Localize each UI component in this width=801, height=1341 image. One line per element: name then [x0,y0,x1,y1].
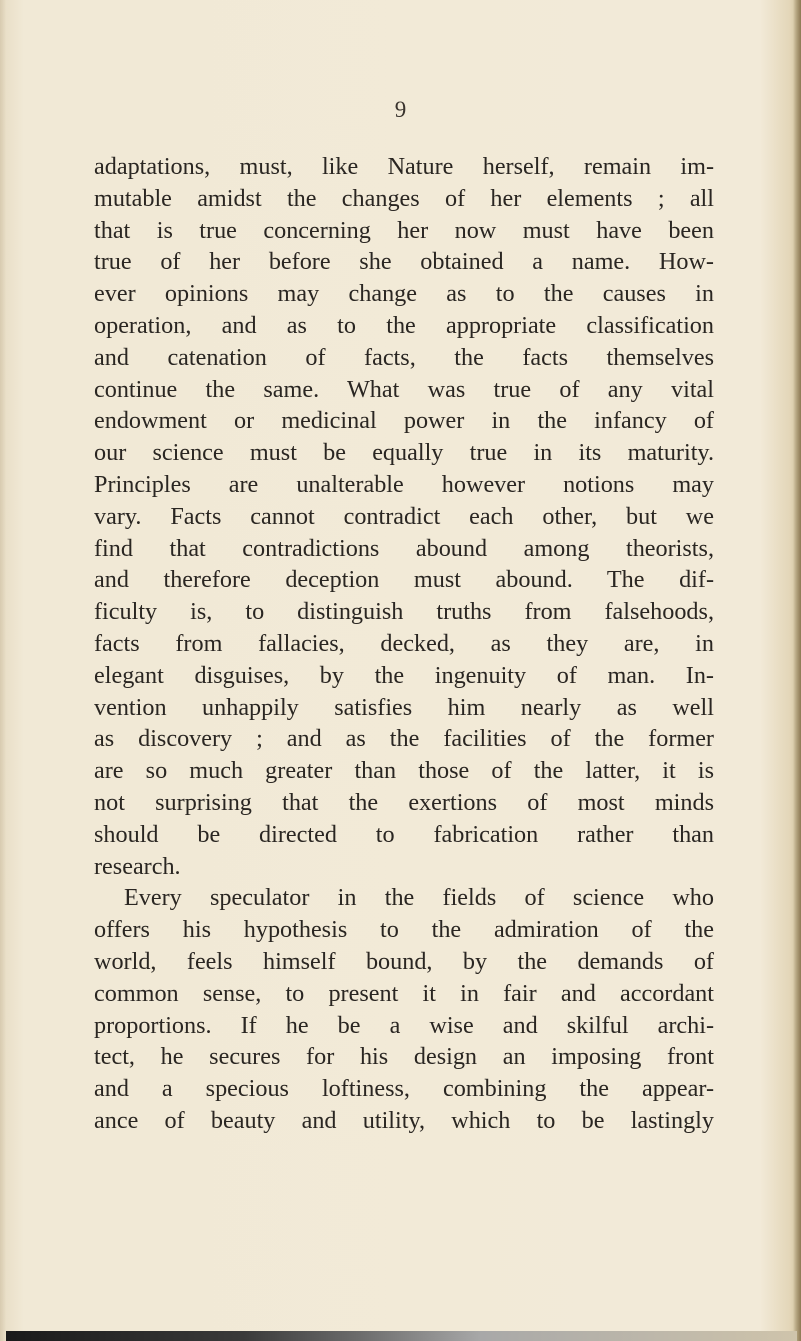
text-line: as discovery ; and as the facilities of the former [94,725,714,753]
text-line: Principles are unalterable however notions may [94,470,714,498]
text-line: common sense, to present it in fair and accordant [94,979,714,1007]
text-line: facts from fallacies, decked, as they are, in [94,629,714,657]
scan-shadow-bar [6,1331,797,1341]
page-left-edge [0,0,6,1341]
paragraph-1 [94,151,714,882]
text-line: and therefore deception must abound. The dif- [94,566,714,594]
text-line: proportions. If he be a wise and skilful archi- [94,1011,714,1039]
text-line: continue the same. What was true of any vital [94,375,714,403]
text-line: true of her before she obtained a name. How- [94,248,714,276]
text-line: and catenation of facts, the facts themselves [94,343,714,371]
body-text [94,151,714,1137]
text-line: should be directed to fabrication rather than [94,820,714,848]
text-line: that is true concerning her now must have been [94,216,714,244]
text-line: ever opinions may change as to the causes in [94,280,714,308]
page-number: 9 [394,97,407,122]
text-line: are so much greater than those of the latter, it is [94,757,714,785]
text-line: elegant disguises, by the ingenuity of man. In- [94,661,714,689]
text-line: ficulty is, to distinguish truths from falsehoods, [94,598,714,626]
text-line: Every speculator in the fields of science who [124,884,714,912]
text-line: world, feels himself bound, by the demands of [94,947,714,975]
text-line: offers his hypothesis to the admiration of the [94,916,714,944]
text-line: and a specious loftiness, combining the appear- [94,1075,714,1103]
text-line: operation, and as to the appropriate classification [94,311,714,339]
page-right-edge [793,0,801,1341]
text-line: mutable amidst the changes of her elements ; all [94,184,714,212]
text-line: endowment or medicinal power in the infancy of [94,407,714,435]
text-line: vention unhappily satisfies him nearly as well [94,693,714,721]
text-line: vary. Facts cannot contradict each other, but we [94,502,714,530]
text-line: our science must be equally true in its maturity. [94,439,714,467]
text-line: ance of beauty and utility, which to be lastingly [94,1106,714,1134]
paragraph-2 [94,882,714,1136]
text-line: find that contradictions abound among theorists, [94,534,714,562]
text-line: research. [94,852,181,880]
text-line: not surprising that the exertions of most minds [94,788,714,816]
text-line: tect, he secures for his design an imposing front [94,1043,714,1071]
text-line: adaptations, must, like Nature herself, remain im- [94,153,714,180]
